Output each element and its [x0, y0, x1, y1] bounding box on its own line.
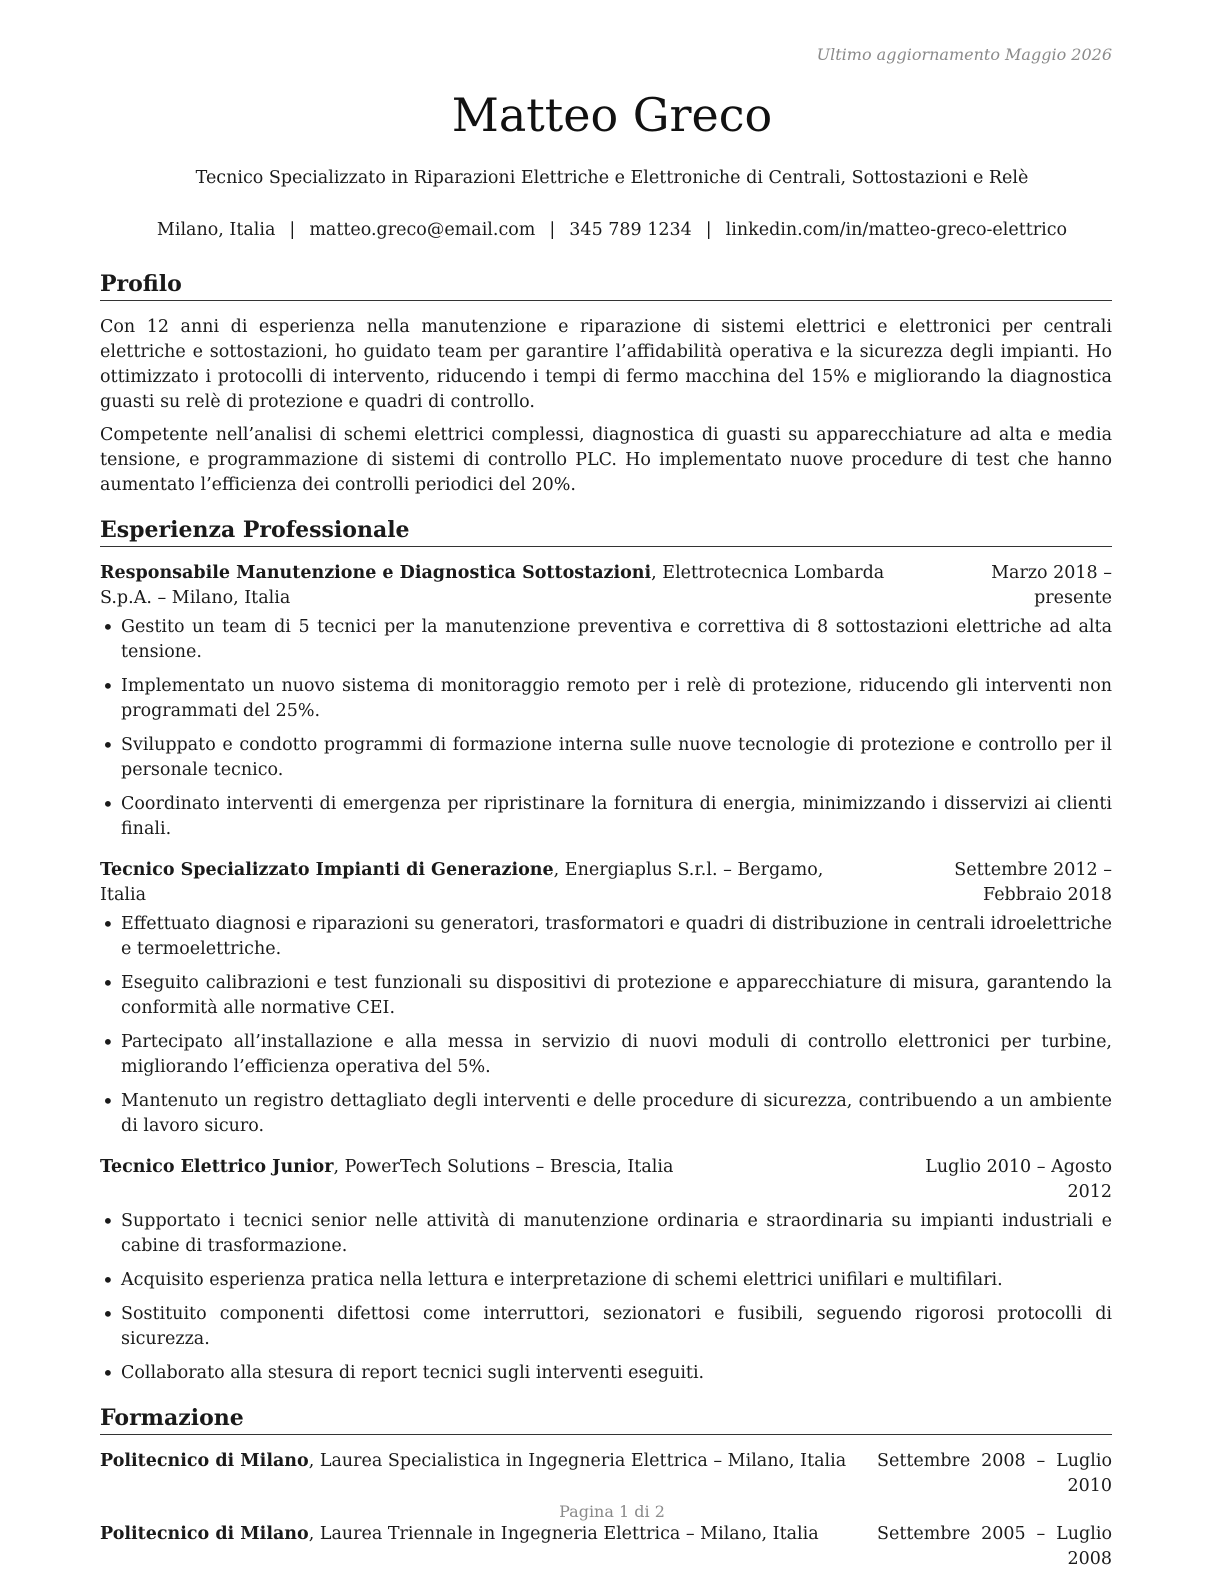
job-entry [100, 858, 1112, 1139]
candidate-name: Matteo Greco [451, 88, 773, 142]
list-item: • Effettuato diagnosi e riparazioni su generatori, trasformatori e quadri di distribuzione in centrali idroelettriche e termoelettriche. [100, 912, 1112, 962]
list-item: • Gestito un team di 5 tecnici per la manutenzione preventiva e correttiva di 8 sottostazioni elettriche ad alta tensione. [100, 615, 1112, 665]
job-role: Responsabile Manutenzione e Diagnostica Sottostazioni [100, 563, 652, 583]
job-bullets [100, 912, 1112, 1139]
job-role: Tecnico Specializzato Impianti di Generazione [100, 860, 554, 880]
list-item: • Sviluppato e condotto programmi di formazione interna sulle nuove tecnologie di protezione e controllo per il personale tecnico. [100, 733, 1112, 783]
job-dates: Settembre 2012 – Febbraio 2018 [954, 860, 1112, 905]
last-updated: Ultimo aggiornamento Maggio 2026 [816, 45, 1112, 64]
section-title-experience: Esperienza Professionale [100, 516, 1112, 547]
list-item: • Mantenuto un registro dettagliato degli interventi e delle procedure di sicurezza, contribuendo a un ambiente di lavoro sicuro. [100, 1089, 1112, 1139]
contact-separator: | [705, 220, 712, 240]
page-number: Pagina 1 di 2 [559, 1502, 665, 1521]
education-school: Politecnico di Milano [100, 1451, 309, 1471]
job-header [100, 561, 1112, 611]
contact-location: Milano, Italia [156, 220, 276, 240]
experience-section [100, 516, 1112, 1386]
list-item: • Supportato i tecnici senior nelle attività di manutenzione ordinaria e straordinaria su impianti industriali e cabine di trasformazione. [100, 1209, 1112, 1259]
education-degree: , Laurea Triennale in Ingegneria Elettrica – Milano, Italia [308, 1524, 819, 1544]
resume-content [100, 270, 1112, 1584]
profile-paragraph: Con 12 anni di esperienza nella manutenzione e riparazione di sistemi elettrici e elettronici per centrali elettriche e sottostazioni, ho guidato team per garantire l’affidabilità operativa e la sicurezza degli impianti. Ho ottimizzato i protocolli di intervento, riducendo i tempi di fermo macchina del 15% e migliorando la diagnostica guasti su relè di protezione e quadri di controllo. [100, 317, 1112, 412]
education-school: Politecnico di Milano [100, 1524, 309, 1544]
job-company: , PowerTech Solutions – Brescia, Italia [333, 1157, 674, 1177]
job-dates: Luglio 2010 – Agosto 2012 [925, 1157, 1112, 1202]
contact-linkedin[interactable]: linkedin.com/in/matteo-greco-elettrico [725, 220, 1068, 240]
contact-email[interactable]: matteo.greco@email.com [309, 220, 536, 240]
contact-line [0, 220, 1224, 240]
list-item: • Eseguito calibrazioni e test funzionali su dispositivi di protezione e apparecchiature di misura, garantendo la conformità alle normative CEI. [100, 971, 1112, 1021]
contact-separator: | [289, 220, 296, 240]
job-bullets [100, 1209, 1112, 1386]
list-item: • Acquisito esperienza pratica nella lettura e interpretazione di schemi elettrici unifilari e multifilari. [100, 1268, 1112, 1293]
profile-paragraph: Competente nell’analisi di schemi elettrici complessi, diagnostica di guasti su apparecchiature ad alta e media tensione, e programmazione di sistemi di controllo PLC. Ho implementato nuove procedure di test che hanno aumentato l’efficienza dei controlli periodici del 20%. [100, 425, 1112, 495]
education-section [100, 1404, 1112, 1572]
list-item: • Implementato un nuovo sistema di monitoraggio remoto per i relè di protezione, riducendo gli interventi non programmati del 25%. [100, 674, 1112, 724]
list-item: • Partecipato all’installazione e alla messa in servizio di nuovi moduli di controllo elettronici per turbine, migliorando l’efficienza operativa del 5%. [100, 1030, 1112, 1080]
job-entry [100, 561, 1112, 842]
list-item: • Coordinato interventi di emergenza per ripristinare la fornitura di energia, minimizzando i disservizi ai clienti finali. [100, 792, 1112, 842]
education-entry [100, 1449, 1112, 1499]
headline: Tecnico Specializzato in Riparazioni Elettriche e Elettroniche di Centrali, Sottostazioni e Relè [195, 168, 1029, 188]
job-dates: Marzo 2018 – presente [991, 563, 1112, 608]
education-entry [100, 1522, 1112, 1572]
list-item: • Sostituito componenti difettosi come interruttori, sezionatori e fusibili, seguendo rigorosi protocolli di sicurezza. [100, 1302, 1112, 1352]
section-title-education: Formazione [100, 1404, 1112, 1435]
education-degree: , Laurea Specialistica in Ingegneria Elettrica – Milano, Italia [308, 1451, 847, 1471]
job-header [100, 1155, 1112, 1205]
job-entry [100, 1155, 1112, 1386]
job-bullets [100, 615, 1112, 842]
profile-section [100, 270, 1112, 498]
job-header [100, 858, 1112, 908]
list-item: • Collaborato alla stesura di report tecnici sugli interventi eseguiti. [100, 1361, 1112, 1386]
job-role: Tecnico Elettrico Junior [100, 1157, 334, 1177]
contact-phone[interactable]: 345 789 1234 [569, 220, 692, 240]
section-title-profile: Profilo [100, 270, 1112, 301]
contact-separator: | [549, 220, 556, 240]
job-company: , Energiaplus S.r.l. – Bergamo, Italia [100, 860, 824, 905]
education-dates: Settembre 2005 – Luglio 2008 [877, 1524, 1112, 1569]
job-company: , Elettrotecnica Lombarda S.p.A. – Milano, Italia [100, 563, 885, 608]
education-dates: Settembre 2008 – Luglio 2010 [877, 1451, 1112, 1496]
